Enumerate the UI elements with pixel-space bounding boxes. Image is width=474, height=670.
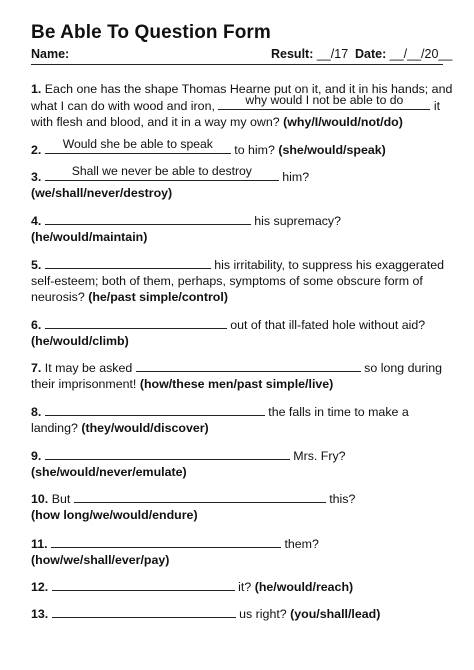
question-number: 2. bbox=[31, 143, 42, 157]
question-9 bbox=[31, 447, 446, 480]
answer-blank[interactable] bbox=[52, 578, 235, 591]
date-value: __/__/20__ bbox=[389, 47, 453, 61]
question-number: 13. bbox=[31, 607, 49, 621]
question-11 bbox=[31, 535, 446, 568]
question-7 bbox=[31, 359, 446, 392]
question-number: 8. bbox=[31, 405, 42, 419]
question-number: 1. bbox=[31, 82, 42, 96]
result-value: __/17 bbox=[316, 47, 349, 61]
question-text: us right? bbox=[239, 607, 287, 621]
verb-hint: (they/would/discover) bbox=[81, 421, 209, 435]
question-6 bbox=[31, 316, 446, 349]
question-text: the falls in time to make a bbox=[268, 405, 409, 419]
answer-text: why would I not be able to do bbox=[245, 93, 404, 107]
question-8 bbox=[31, 403, 446, 436]
answer-text: Would she be able to speak bbox=[62, 137, 213, 151]
verb-hint: (how/we/shall/ever/pay) bbox=[31, 553, 170, 567]
question-number: 9. bbox=[31, 449, 42, 463]
question-text: It may be asked bbox=[44, 361, 133, 375]
question-12 bbox=[31, 578, 446, 595]
answer-blank[interactable] bbox=[218, 93, 430, 110]
question-text: to him? bbox=[234, 143, 275, 157]
question-text: them? bbox=[284, 537, 319, 551]
question-text: self-esteem; both of them, perhaps, symptoms of some obscure form of bbox=[31, 274, 423, 288]
question-text: him? bbox=[282, 170, 310, 184]
answer-blank[interactable] bbox=[45, 137, 231, 154]
question-text: landing? bbox=[31, 421, 78, 435]
question-text: what I can do with wood and iron, bbox=[31, 99, 215, 113]
question-3 bbox=[31, 164, 446, 201]
question-number: 10. bbox=[31, 492, 49, 506]
name-label: Name: bbox=[31, 47, 70, 61]
verb-hint: (we/shall/never/destroy) bbox=[31, 186, 173, 200]
verb-hint: (she/would/speak) bbox=[278, 143, 386, 157]
date-field bbox=[355, 47, 452, 61]
verb-hint: (how long/we/would/endure) bbox=[31, 508, 198, 522]
question-number: 6. bbox=[31, 318, 42, 332]
result-label: Result: bbox=[271, 47, 314, 61]
verb-hint: (why/I/would/not/do) bbox=[283, 115, 403, 129]
question-text: so long during bbox=[364, 361, 443, 375]
question-text: it? bbox=[238, 580, 252, 594]
result-field bbox=[271, 47, 348, 61]
verb-hint: (he/past simple/control) bbox=[88, 290, 228, 304]
answer-blank[interactable] bbox=[45, 164, 279, 181]
verb-hint: (he/would/reach) bbox=[254, 580, 354, 594]
question-number: 11. bbox=[31, 537, 48, 551]
question-text: Mrs. Fry? bbox=[293, 449, 346, 463]
answer-blank[interactable] bbox=[136, 359, 361, 372]
question-text: his irritability, to suppress his exaggerated bbox=[214, 258, 445, 272]
worksheet-title: Be Able To Question Form bbox=[31, 22, 271, 43]
header-divider bbox=[31, 64, 443, 65]
question-text: this? bbox=[329, 492, 356, 506]
verb-hint: (he/would/climb) bbox=[31, 334, 129, 348]
answer-blank[interactable] bbox=[74, 490, 326, 503]
date-label: Date: bbox=[355, 47, 387, 61]
question-13 bbox=[31, 605, 446, 622]
answer-blank[interactable] bbox=[45, 403, 265, 416]
question-4 bbox=[31, 212, 446, 245]
verb-hint: (he/would/maintain) bbox=[31, 230, 148, 244]
verb-hint: (you/shall/lead) bbox=[290, 607, 381, 621]
question-text: Each one has the shape Thomas Hearne put on it, and it in his hands; and bbox=[44, 82, 453, 96]
question-text: their imprisonment! bbox=[31, 377, 137, 391]
question-number: 7. bbox=[31, 361, 42, 375]
answer-blank[interactable] bbox=[45, 316, 227, 329]
answer-blank[interactable] bbox=[51, 535, 281, 548]
question-text: But bbox=[51, 492, 71, 506]
question-number: 5. bbox=[31, 258, 42, 272]
answer-blank[interactable] bbox=[52, 605, 236, 618]
question-10 bbox=[31, 490, 446, 523]
question-1 bbox=[31, 81, 453, 130]
question-number: 12. bbox=[31, 580, 49, 594]
question-number: 4. bbox=[31, 214, 42, 228]
answer-blank[interactable] bbox=[45, 212, 251, 225]
question-5 bbox=[31, 256, 446, 305]
question-text: his supremacy? bbox=[254, 214, 342, 228]
question-text: out of that ill-fated hole without aid? bbox=[230, 318, 426, 332]
answer-text: Shall we never be able to destroy bbox=[71, 164, 252, 178]
answer-blank[interactable] bbox=[45, 447, 290, 460]
verb-hint: (how/these men/past simple/live) bbox=[139, 377, 334, 391]
question-text: neurosis? bbox=[31, 290, 85, 304]
answer-blank[interactable] bbox=[45, 256, 211, 269]
question-text: it bbox=[433, 99, 441, 113]
verb-hint: (she/would/never/emulate) bbox=[31, 465, 187, 479]
question-number: 3. bbox=[31, 170, 42, 184]
question-2 bbox=[31, 137, 446, 158]
question-text: with flesh and blood, and it in a way my own? bbox=[31, 115, 280, 129]
